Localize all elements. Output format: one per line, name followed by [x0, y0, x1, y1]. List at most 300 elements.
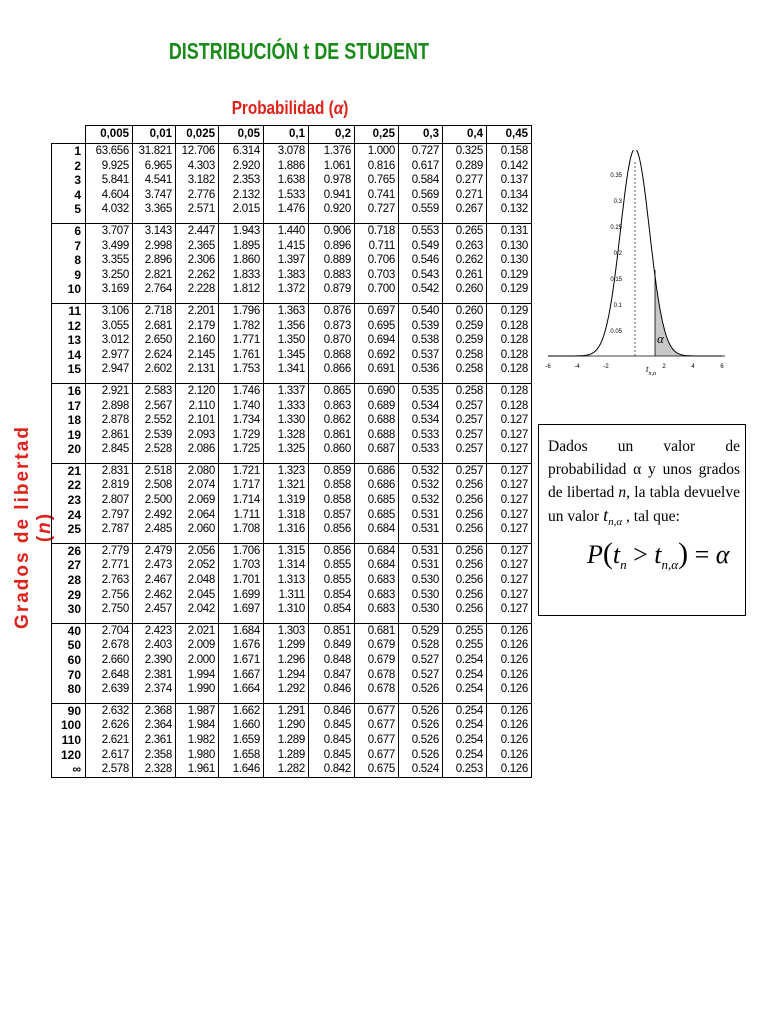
critical-value-cell: 2.485: [133, 522, 176, 537]
critical-value-cell: 0.128: [487, 399, 532, 414]
critical-value-cell: 0.531: [399, 543, 443, 558]
critical-value-cell: 0.126: [487, 748, 532, 763]
critical-value-cell: 1.289: [264, 733, 309, 748]
formula-t2: t: [654, 540, 662, 569]
critical-value-cell: 2.567: [133, 399, 176, 414]
degrees-of-freedom-cell: 30: [52, 602, 86, 617]
critical-value-cell: 0.727: [355, 202, 399, 217]
degrees-of-freedom-cell: 3: [52, 173, 86, 188]
critical-value-cell: 0.256: [443, 522, 487, 537]
critical-value-cell: 1.315: [264, 543, 309, 558]
table-row: [52, 623, 532, 638]
critical-value-cell: 1.987: [176, 703, 219, 718]
critical-value-cell: 2.228: [176, 282, 219, 297]
table-row: [52, 748, 532, 763]
table-row: [52, 319, 532, 334]
critical-value-cell: 2.528: [133, 442, 176, 457]
critical-value-cell: 0.256: [443, 508, 487, 523]
critical-value-cell: 5.841: [86, 173, 133, 188]
critical-value-cell: 0.883: [309, 268, 355, 283]
critical-value-cell: 1.282: [264, 762, 309, 777]
critical-value-cell: 0.855: [309, 558, 355, 573]
degrees-of-freedom-cell: ∞: [52, 762, 86, 777]
critical-value-cell: 1.646: [219, 762, 264, 777]
critical-value-cell: 2.776: [176, 188, 219, 203]
formula-p: P: [587, 540, 603, 569]
critical-value-cell: 1.397: [264, 253, 309, 268]
critical-value-cell: 0.706: [355, 253, 399, 268]
table-row: [52, 682, 532, 697]
critical-value-cell: 2.015: [219, 202, 264, 217]
critical-value-cell: 0.691: [355, 362, 399, 377]
critical-value-cell: 0.134: [487, 188, 532, 203]
critical-value-cell: 1.638: [264, 173, 309, 188]
critical-value-cell: 0.529: [399, 623, 443, 638]
critical-value-cell: 0.532: [399, 493, 443, 508]
y-tick-label: 0.1: [613, 303, 622, 309]
density-curve: [548, 150, 722, 356]
table-row: [52, 348, 532, 363]
degrees-of-freedom-cell: 2: [52, 159, 86, 174]
critical-value-cell: 0.694: [355, 333, 399, 348]
critical-value-cell: 1.292: [264, 682, 309, 697]
critical-value-cell: 0.526: [399, 682, 443, 697]
critical-value-cell: 0.257: [443, 399, 487, 414]
critical-value-cell: 0.256: [443, 478, 487, 493]
column-header: 0,01: [133, 126, 176, 144]
critical-value-cell: 0.256: [443, 493, 487, 508]
critical-value-cell: 0.255: [443, 623, 487, 638]
critical-value-cell: 2.819: [86, 478, 133, 493]
critical-value-cell: 0.530: [399, 602, 443, 617]
critical-value-cell: 0.690: [355, 383, 399, 398]
critical-value-cell: 0.259: [443, 319, 487, 334]
critical-value-cell: 0.256: [443, 543, 487, 558]
critical-value-cell: 0.849: [309, 638, 355, 653]
critical-value-cell: 1.376: [309, 144, 355, 159]
degrees-of-freedom-cell: 9: [52, 268, 86, 283]
x-tick-labels: [545, 364, 724, 370]
critical-value-cell: 1.363: [264, 303, 309, 318]
critical-value-cell: 0.543: [399, 268, 443, 283]
critical-value-cell: 2.368: [133, 703, 176, 718]
table-row: [52, 602, 532, 617]
critical-value-cell: 6.314: [219, 144, 264, 159]
degrees-of-freedom-cell: 16: [52, 383, 86, 398]
critical-value-cell: 1.310: [264, 602, 309, 617]
critical-value-cell: 3.143: [133, 223, 176, 238]
critical-value-cell: 0.703: [355, 268, 399, 283]
critical-value-cell: 2.045: [176, 588, 219, 603]
critical-value-cell: 2.009: [176, 638, 219, 653]
critical-value-cell: 0.584: [399, 173, 443, 188]
critical-value-cell: 2.977: [86, 348, 133, 363]
critical-value-cell: 2.179: [176, 319, 219, 334]
table-row: [52, 239, 532, 254]
critical-value-cell: 0.127: [487, 413, 532, 428]
critical-value-cell: 0.860: [309, 442, 355, 457]
critical-value-cell: 2.201: [176, 303, 219, 318]
critical-value-cell: 2.052: [176, 558, 219, 573]
critical-value-cell: 0.254: [443, 703, 487, 718]
x-tick-label: 2: [662, 364, 666, 370]
critical-value-cell: 0.261: [443, 268, 487, 283]
t-density-plot: [540, 150, 730, 386]
critical-value-cell: 0.856: [309, 543, 355, 558]
critical-value-cell: 3.106: [86, 303, 133, 318]
degrees-of-freedom-cell: 25: [52, 522, 86, 537]
column-header: 0,4: [443, 126, 487, 144]
critical-value-cell: 0.128: [487, 348, 532, 363]
critical-value-cell: 1.771: [219, 333, 264, 348]
critical-value-cell: 0.684: [355, 522, 399, 537]
x-tick-label: -2: [603, 364, 609, 370]
critical-value-cell: 0.859: [309, 463, 355, 478]
table-row: [52, 653, 532, 668]
critical-value-cell: 0.538: [399, 333, 443, 348]
degrees-of-freedom-cell: 13: [52, 333, 86, 348]
critical-value-cell: 2.132: [219, 188, 264, 203]
formula-t1: t: [612, 540, 621, 569]
y-axis-close: ): [34, 511, 55, 521]
x-tick-label: -4: [574, 364, 580, 370]
critical-value-cell: 2.518: [133, 463, 176, 478]
critical-value-cell: 1.721: [219, 463, 264, 478]
critical-value-cell: 0.126: [487, 653, 532, 668]
critical-value-cell: 0.896: [309, 239, 355, 254]
critical-value-cell: 2.771: [86, 558, 133, 573]
degrees-of-freedom-cell: 50: [52, 638, 86, 653]
critical-value-cell: 0.856: [309, 522, 355, 537]
column-header: 0,005: [86, 126, 133, 144]
critical-value-cell: 3.365: [133, 202, 176, 217]
critical-value-cell: 1.321: [264, 478, 309, 493]
info-n: n: [618, 484, 627, 501]
critical-value-cell: 2.467: [133, 573, 176, 588]
formula-alpha: α: [715, 540, 730, 569]
critical-value-cell: 0.848: [309, 653, 355, 668]
critical-value-cell: 1.296: [264, 653, 309, 668]
critical-value-cell: 0.127: [487, 558, 532, 573]
degrees-of-freedom-cell: 7: [52, 239, 86, 254]
critical-value-cell: 2.632: [86, 703, 133, 718]
critical-value-cell: 2.898: [86, 399, 133, 414]
critical-value-cell: 1.303: [264, 623, 309, 638]
info-t-sub: n,α: [608, 516, 623, 529]
critical-value-cell: 0.536: [399, 362, 443, 377]
critical-value-cell: 1.328: [264, 428, 309, 443]
critical-value-cell: 12.706: [176, 144, 219, 159]
degrees-of-freedom-cell: 90: [52, 703, 86, 718]
critical-value-cell: 2.447: [176, 223, 219, 238]
y-tick-label: 0.3: [613, 199, 622, 205]
x-tick-label: -6: [545, 364, 551, 370]
critical-value-cell: 0.533: [399, 428, 443, 443]
degrees-of-freedom-cell: 20: [52, 442, 86, 457]
critical-value-cell: 0.855: [309, 573, 355, 588]
critical-value-cell: 0.127: [487, 543, 532, 558]
critical-value-cell: 2.756: [86, 588, 133, 603]
critical-value-cell: 0.265: [443, 223, 487, 238]
table-row: [52, 333, 532, 348]
critical-value-cell: 1.319: [264, 493, 309, 508]
critical-value-cell: 0.126: [487, 733, 532, 748]
table-row: [52, 399, 532, 414]
critical-value-cell: 0.126: [487, 623, 532, 638]
critical-value-cell: 2.947: [86, 362, 133, 377]
critical-value-cell: 0.539: [399, 319, 443, 334]
critical-value-cell: 0.260: [443, 282, 487, 297]
critical-value-cell: 0.537: [399, 348, 443, 363]
critical-value-cell: 1.294: [264, 668, 309, 683]
critical-value-cell: 3.747: [133, 188, 176, 203]
critical-value-cell: 2.423: [133, 623, 176, 638]
critical-value-cell: 2.364: [133, 718, 176, 733]
critical-value-cell: 0.524: [399, 762, 443, 777]
critical-value-cell: 4.604: [86, 188, 133, 203]
degrees-of-freedom-cell: 28: [52, 573, 86, 588]
critical-value-cell: 2.462: [133, 588, 176, 603]
critical-value-cell: 0.258: [443, 362, 487, 377]
critical-value-cell: 2.763: [86, 573, 133, 588]
critical-value-cell: 1.000: [355, 144, 399, 159]
critical-value-cell: 1.325: [264, 442, 309, 457]
critical-value-cell: 2.262: [176, 268, 219, 283]
table-row: [52, 413, 532, 428]
critical-value-cell: 0.679: [355, 638, 399, 653]
critical-value-cell: 0.127: [487, 478, 532, 493]
column-header: 0,3: [399, 126, 443, 144]
degrees-of-freedom-cell: 110: [52, 733, 86, 748]
info-text: [548, 435, 740, 534]
critical-value-cell: 0.678: [355, 682, 399, 697]
table-row: [52, 508, 532, 523]
critical-value-cell: 0.530: [399, 573, 443, 588]
degrees-of-freedom-cell: 29: [52, 588, 86, 603]
critical-value-cell: 0.158: [487, 144, 532, 159]
critical-value-cell: 2.473: [133, 558, 176, 573]
critical-value-cell: 0.689: [355, 399, 399, 414]
degrees-of-freedom-cell: 4: [52, 188, 86, 203]
critical-value-cell: 1.533: [264, 188, 309, 203]
critical-value-cell: 0.686: [355, 478, 399, 493]
critical-value-cell: 2.120: [176, 383, 219, 398]
critical-value-cell: 3.078: [264, 144, 309, 159]
critical-value-cell: 0.130: [487, 239, 532, 254]
critical-value-cell: 0.532: [399, 463, 443, 478]
critical-value-cell: 2.110: [176, 399, 219, 414]
critical-value-cell: 2.508: [133, 478, 176, 493]
critical-value-cell: 1.311: [264, 588, 309, 603]
info-line2: , la tabla devuelve un valor: [548, 484, 740, 525]
critical-value-cell: 0.127: [487, 588, 532, 603]
y-tick-label: 0.25: [610, 225, 622, 231]
critical-value-cell: 0.531: [399, 558, 443, 573]
critical-value-cell: 3.499: [86, 239, 133, 254]
critical-value-cell: 2.998: [133, 239, 176, 254]
critical-value-cell: 2.602: [133, 362, 176, 377]
t-distribution-table: [51, 125, 532, 778]
critical-value-cell: 0.526: [399, 703, 443, 718]
table-row: [52, 493, 532, 508]
critical-value-cell: 1.699: [219, 588, 264, 603]
y-tick-label: 0.15: [610, 277, 622, 283]
critical-value-cell: 0.126: [487, 638, 532, 653]
critical-value-cell: 0.256: [443, 573, 487, 588]
critical-value-cell: 0.684: [355, 558, 399, 573]
critical-value-cell: 0.718: [355, 223, 399, 238]
critical-value-cell: 2.381: [133, 668, 176, 683]
critical-value-cell: 1.980: [176, 748, 219, 763]
column-header: 0,05: [219, 126, 264, 144]
critical-value-cell: 0.526: [399, 748, 443, 763]
table-row: [52, 144, 532, 159]
critical-value-cell: 0.127: [487, 493, 532, 508]
table-row: [52, 668, 532, 683]
critical-value-cell: 1.833: [219, 268, 264, 283]
y-tick-label: 0.05: [610, 329, 622, 335]
critical-value-cell: 0.851: [309, 623, 355, 638]
critical-value-cell: 0.534: [399, 413, 443, 428]
critical-value-cell: 0.257: [443, 413, 487, 428]
critical-value-cell: 0.553: [399, 223, 443, 238]
critical-value-cell: 1.330: [264, 413, 309, 428]
critical-value-cell: 1.990: [176, 682, 219, 697]
critical-value-cell: 0.254: [443, 733, 487, 748]
critical-value-cell: 1.440: [264, 223, 309, 238]
critical-value-cell: 2.660: [86, 653, 133, 668]
critical-value-cell: 0.126: [487, 682, 532, 697]
critical-value-cell: 31.821: [133, 144, 176, 159]
critical-value-cell: 0.253: [443, 762, 487, 777]
critical-value-cell: 2.704: [86, 623, 133, 638]
table-row: [52, 188, 532, 203]
table-row: [52, 558, 532, 573]
critical-value-cell: 0.533: [399, 442, 443, 457]
critical-value-cell: 2.831: [86, 463, 133, 478]
critical-value-cell: 0.535: [399, 383, 443, 398]
critical-value-cell: 0.129: [487, 303, 532, 318]
critical-value-cell: 0.325: [443, 144, 487, 159]
critical-value-cell: 2.920: [219, 159, 264, 174]
critical-value-cell: 1.761: [219, 348, 264, 363]
table-row: [52, 303, 532, 318]
critical-value-cell: 0.857: [309, 508, 355, 523]
critical-value-cell: 1.313: [264, 573, 309, 588]
critical-value-cell: 1.341: [264, 362, 309, 377]
degrees-of-freedom-cell: 100: [52, 718, 86, 733]
critical-value-cell: 0.256: [443, 588, 487, 603]
critical-value-cell: 1.860: [219, 253, 264, 268]
critical-value-cell: 0.727: [399, 144, 443, 159]
critical-value-cell: 2.492: [133, 508, 176, 523]
critical-value-cell: 0.866: [309, 362, 355, 377]
critical-value-cell: 1.476: [264, 202, 309, 217]
y-tick-label: 0.2: [613, 251, 622, 257]
critical-value-cell: 3.055: [86, 319, 133, 334]
critical-value-cell: 0.527: [399, 668, 443, 683]
critical-value-cell: 0.129: [487, 268, 532, 283]
critical-value-cell: 0.845: [309, 718, 355, 733]
critical-value-cell: 1.729: [219, 428, 264, 443]
critical-value-cell: 0.128: [487, 333, 532, 348]
critical-value-cell: 0.128: [487, 383, 532, 398]
critical-value-cell: 0.126: [487, 762, 532, 777]
degrees-of-freedom-cell: 6: [52, 223, 86, 238]
critical-value-cell: 1.812: [219, 282, 264, 297]
critical-value-cell: 0.677: [355, 718, 399, 733]
critical-value-cell: 2.060: [176, 522, 219, 537]
degrees-of-freedom-cell: 22: [52, 478, 86, 493]
critical-value-cell: 3.169: [86, 282, 133, 297]
degrees-of-freedom-cell: 10: [52, 282, 86, 297]
critical-value-cell: 2.500: [133, 493, 176, 508]
table-row: [52, 463, 532, 478]
critical-value-cell: 0.254: [443, 748, 487, 763]
critical-value-cell: 2.358: [133, 748, 176, 763]
critical-value-cell: 0.765: [355, 173, 399, 188]
critical-value-cell: 0.876: [309, 303, 355, 318]
critical-value-cell: 0.692: [355, 348, 399, 363]
critical-value-cell: 0.711: [355, 239, 399, 254]
critical-value-cell: 0.847: [309, 668, 355, 683]
degrees-of-freedom-cell: 23: [52, 493, 86, 508]
critical-value-cell: 0.868: [309, 348, 355, 363]
critical-value-cell: 2.718: [133, 303, 176, 318]
critical-value-cell: 0.534: [399, 399, 443, 414]
critical-value-cell: 2.624: [133, 348, 176, 363]
table-row: [52, 362, 532, 377]
critical-value-cell: 3.012: [86, 333, 133, 348]
critical-value-cell: 1.984: [176, 718, 219, 733]
critical-value-cell: 1.356: [264, 319, 309, 334]
critical-t-sub: n,α: [648, 371, 657, 377]
degrees-of-freedom-cell: 11: [52, 303, 86, 318]
critical-value-cell: 1.314: [264, 558, 309, 573]
critical-value-cell: 0.617: [399, 159, 443, 174]
critical-value-cell: 1.667: [219, 668, 264, 683]
critical-value-cell: 2.086: [176, 442, 219, 457]
y-axis-n: n: [34, 520, 55, 534]
critical-value-cell: 0.862: [309, 413, 355, 428]
column-header: 0,025: [176, 126, 219, 144]
critical-value-cell: 0.254: [443, 682, 487, 697]
critical-value-cell: 2.845: [86, 442, 133, 457]
critical-value-cell: 2.626: [86, 718, 133, 733]
critical-value-cell: 0.132: [487, 202, 532, 217]
critical-value-cell: 2.101: [176, 413, 219, 428]
x-tick-label: 4: [691, 364, 695, 370]
critical-value-cell: 0.255: [443, 638, 487, 653]
critical-value-cell: 0.528: [399, 638, 443, 653]
table-row: [52, 638, 532, 653]
critical-value-cell: 0.127: [487, 602, 532, 617]
critical-value-cell: 2.403: [133, 638, 176, 653]
critical-value-cell: 0.549: [399, 239, 443, 254]
critical-value-cell: 2.797: [86, 508, 133, 523]
critical-value-cell: 0.259: [443, 333, 487, 348]
critical-value-cell: 0.879: [309, 282, 355, 297]
table-row: [52, 703, 532, 718]
table-row: [52, 253, 532, 268]
critical-value-cell: 9.925: [86, 159, 133, 174]
critical-value-cell: 0.128: [487, 319, 532, 334]
critical-value-cell: 1.323: [264, 463, 309, 478]
table-row: [52, 202, 532, 217]
table-row: [52, 762, 532, 777]
critical-value-cell: 1.290: [264, 718, 309, 733]
critical-value-cell: 2.306: [176, 253, 219, 268]
